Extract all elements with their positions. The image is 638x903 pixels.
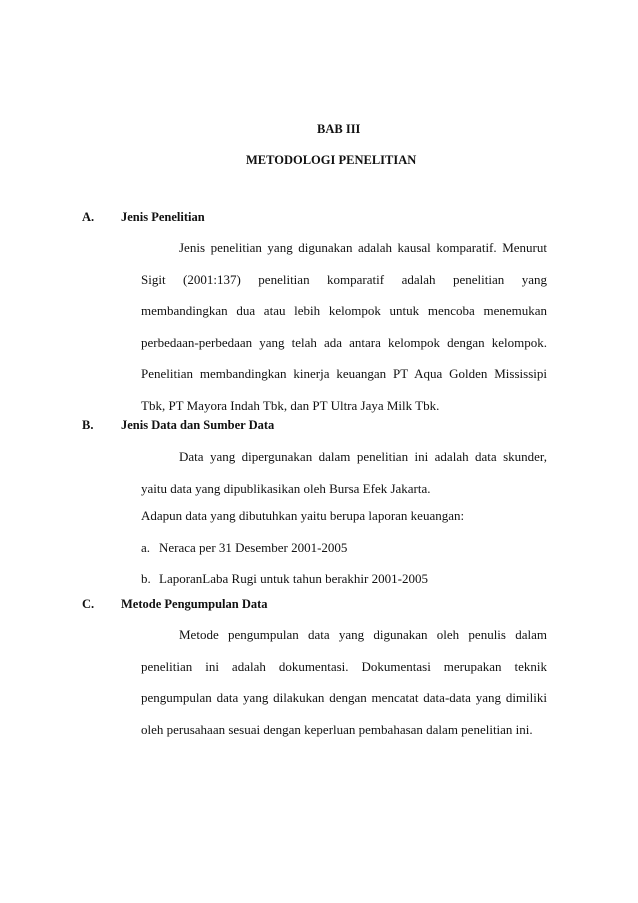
list-item: [141, 540, 347, 556]
section-c-paragraph: [141, 619, 547, 745]
section-title: Jenis Penelitian: [121, 210, 205, 224]
paragraph-text: Data yang dipergunakan dalam penelitian ini adalah data skunder, yaitu data yang dipublikasikan oleh Bursa Efek Jakarta.: [141, 449, 547, 496]
section-c-heading: [82, 597, 268, 612]
list-marker: b.: [141, 571, 151, 586]
list-item-text: Neraca per 31 Desember 2001-2005: [159, 540, 348, 555]
section-a-paragraph: [141, 232, 547, 422]
section-a-heading: [82, 210, 205, 225]
paragraph-text: Metode pengumpulan data yang digunakan oleh penulis dalam penelitian ini adalah dokumentasi. Dokumentasi merupakan teknik pengumpulan data yang dilakukan dengan mencatat data-data yang dimiliki oleh perusahaan sesuai dengan keperluan pembahasan dalam penelitian ini.: [141, 627, 547, 737]
list-item-text: LaporanLaba Rugi untuk tahun berakhir 2001-2005: [159, 571, 428, 586]
chapter-title: METODOLOGI PENELITIAN: [246, 153, 417, 167]
paragraph-text: Jenis penelitian yang digunakan adalah kausal komparatif. Menurut Sigit (2001:137) penelitian komparatif adalah penelitian yang membandingkan dua atau lebih kelompok untuk mencoba menemukan perbedaan-perbedaan yang telah ada antara kelompok dengan kelompok. Penelitian membandingkan kinerja keuangan PT Aqua Golden Mississipi Tbk, PT Mayora Indah Tbk, dan PT Ultra Jaya Milk Tbk.: [141, 240, 547, 413]
section-title: Metode Pengumpulan Data: [121, 597, 268, 611]
section-b-heading: [82, 418, 274, 433]
section-letter: A.: [82, 210, 95, 224]
list-item: [141, 571, 428, 587]
chapter-number: BAB III: [317, 122, 361, 136]
section-title: Jenis Data dan Sumber Data: [121, 418, 275, 432]
section-b-paragraph: [141, 441, 547, 504]
section-b-intro: Adapun data yang dibutuhkan yaitu berupa laporan keuangan:: [141, 508, 465, 523]
section-letter: C.: [82, 597, 95, 611]
section-letter: B.: [82, 418, 94, 432]
list-marker: a.: [141, 540, 151, 555]
